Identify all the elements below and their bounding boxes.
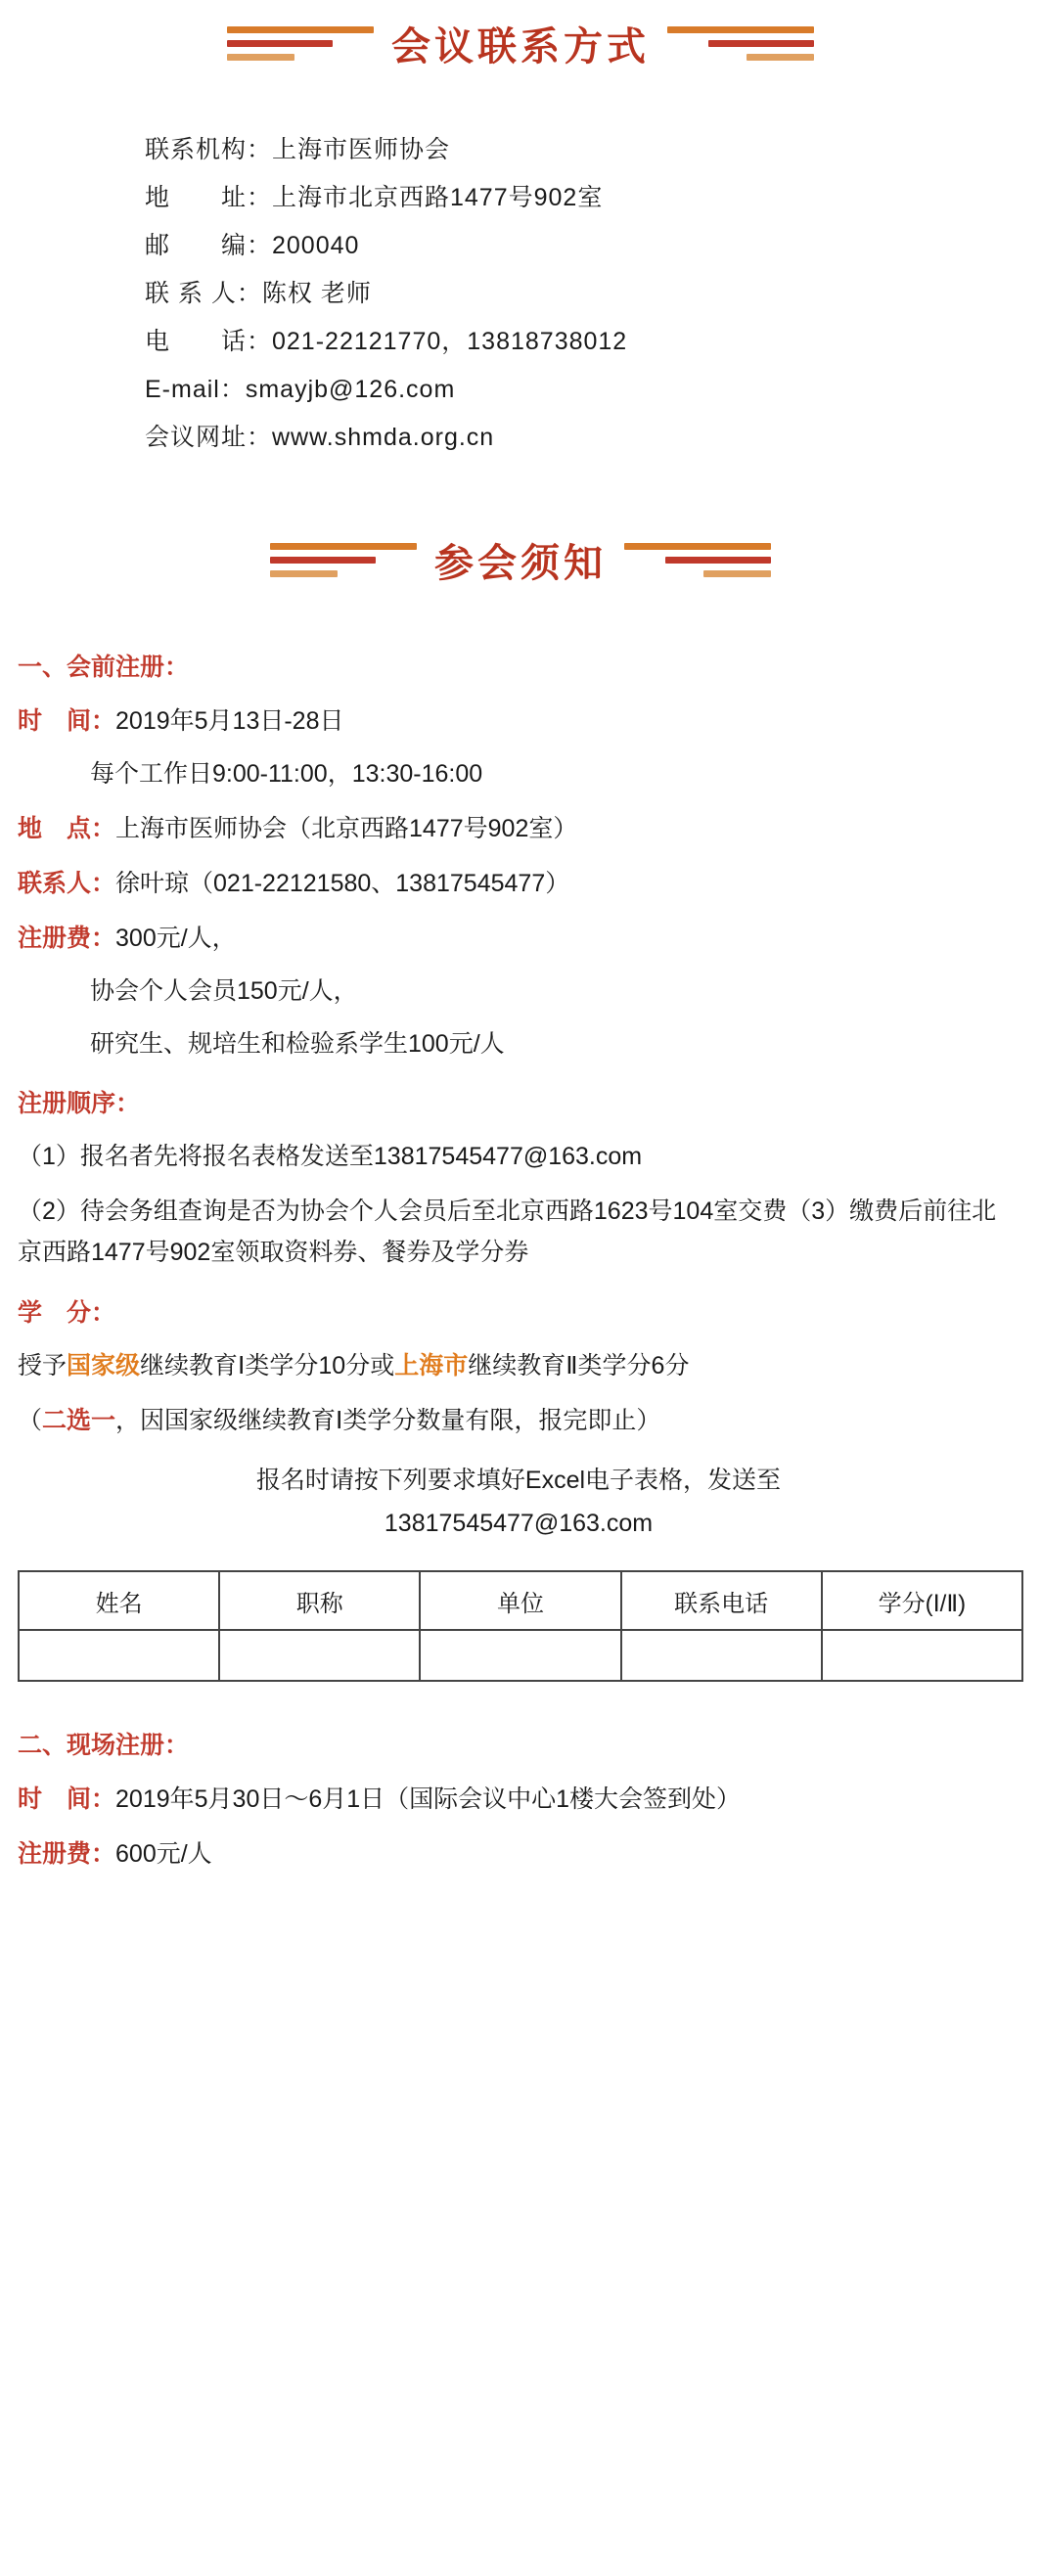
notice-section-header bbox=[0, 532, 1041, 588]
credit-text-2: 继续教育Ⅰ类学分10分或 bbox=[140, 1352, 395, 1379]
pre-registration-time-row bbox=[18, 701, 1019, 741]
pre-registration-time-value: 2019年5月13日-28日 bbox=[115, 707, 344, 735]
credit-heading: 学 分： bbox=[18, 1299, 116, 1327]
notice-body bbox=[0, 649, 1041, 1545]
table-cell-unit bbox=[420, 1630, 620, 1681]
contact-section-title: 会议联系方式 bbox=[391, 24, 650, 69]
pre-registration-fee-member: 协会个人会员150元/人， bbox=[90, 977, 358, 1005]
table-header-unit: 单位 bbox=[420, 1571, 620, 1630]
credit-highlight-shanghai: 上海市 bbox=[394, 1352, 469, 1379]
contact-organization: 联系机构：上海市医师协会 bbox=[145, 136, 451, 163]
pre-registration-time-sub: 每个工作日9:00-11:00，13:30-16:00 bbox=[90, 760, 483, 788]
credit-highlight-national: 国家级 bbox=[67, 1352, 141, 1379]
onsite-time-row bbox=[18, 1780, 1019, 1819]
table-header-row bbox=[19, 1571, 1022, 1630]
contact-postcode: 邮 编：200040 bbox=[145, 232, 360, 259]
credit-note bbox=[18, 1400, 1019, 1441]
credit-note-open: （ bbox=[18, 1407, 43, 1434]
table-cell-phone bbox=[621, 1630, 822, 1681]
decorative-bars-right bbox=[667, 26, 814, 61]
onsite-fee-value: 600元/人 bbox=[115, 1840, 212, 1868]
pre-registration-fee-row bbox=[18, 919, 1019, 958]
contact-person: 联 系 人：陈权 老师 bbox=[145, 280, 372, 307]
table-cell-title bbox=[219, 1630, 420, 1681]
contact-section-header bbox=[0, 16, 1041, 71]
onsite-registration-heading: 二、现场注册： bbox=[18, 1732, 190, 1759]
pre-registration-fee-value: 300元/人， bbox=[115, 925, 237, 952]
decorative-bars-left bbox=[227, 26, 374, 61]
excel-note: 报名时请按下列要求填好Excel电子表格，发送至 bbox=[255, 1467, 782, 1494]
registration-order-item-1: （1）报名者先将报名表格发送至13817545477@163.com bbox=[18, 1143, 643, 1170]
decorative-bars-right-2 bbox=[624, 543, 771, 577]
pre-registration-contact-label: 联系人： bbox=[18, 870, 116, 897]
pre-registration-heading: 一、会前注册： bbox=[18, 654, 190, 681]
credit-description bbox=[18, 1345, 1019, 1386]
onsite-fee-row bbox=[18, 1834, 1019, 1874]
contact-address: 地 址：上海市北京西路1477号902室 bbox=[145, 184, 604, 211]
pre-registration-fee-student: 研究生、规培生和检验系学生100元/人 bbox=[90, 1030, 505, 1058]
table-header-phone: 联系电话 bbox=[621, 1571, 822, 1630]
table-cell-credit bbox=[822, 1630, 1022, 1681]
table-row bbox=[19, 1630, 1022, 1681]
onsite-time-value: 2019年5月30日～6月1日（国际会议中心1楼大会签到处） bbox=[115, 1785, 742, 1813]
pre-registration-contact-row bbox=[18, 864, 1019, 903]
top-spacer bbox=[0, 0, 1041, 16]
pre-registration-place-row bbox=[18, 809, 1019, 848]
onsite-time-label: 时 间： bbox=[18, 1785, 116, 1813]
contact-website: 会议网址：www.shmda.org.cn bbox=[145, 424, 495, 451]
credit-text-1: 授予 bbox=[18, 1352, 68, 1379]
onsite-registration-body bbox=[0, 1727, 1041, 1874]
decorative-bars-left-2 bbox=[270, 543, 417, 577]
contact-details bbox=[0, 126, 1041, 462]
pre-registration-time-label: 时 间： bbox=[18, 707, 116, 735]
pre-registration-place-value: 上海市医师协会（北京西路1477号902室） bbox=[115, 815, 578, 842]
contact-email: E-mail：smayjb@126.com bbox=[145, 376, 456, 403]
registration-order-heading: 注册顺序： bbox=[18, 1090, 141, 1117]
pre-registration-place-label: 地 点： bbox=[18, 815, 116, 842]
table-header-credit: 学分(Ⅰ/Ⅱ) bbox=[822, 1571, 1022, 1630]
notice-section-title: 参会须知 bbox=[434, 541, 607, 586]
section-gap bbox=[0, 462, 1041, 532]
credit-note-rest: ，因国家级继续教育Ⅰ类学分数量有限，报完即止） bbox=[115, 1407, 661, 1434]
pre-registration-fee-label: 注册费： bbox=[18, 925, 116, 952]
credit-note-highlight: 二选一 bbox=[42, 1407, 116, 1434]
table-cell-name bbox=[19, 1630, 219, 1681]
contact-phone: 电 话：021-22121770，13818738012 bbox=[145, 328, 628, 355]
table-header-title: 职称 bbox=[219, 1571, 420, 1630]
credit-text-3: 继续教育Ⅱ类学分6分 bbox=[468, 1352, 690, 1379]
pre-registration-contact-value: 徐叶琼（021-22121580、13817545477） bbox=[115, 870, 570, 897]
table-header-name: 姓名 bbox=[19, 1571, 219, 1630]
notice-gap bbox=[0, 588, 1041, 627]
onsite-fee-label: 注册费： bbox=[18, 1840, 116, 1868]
registration-form-table bbox=[18, 1570, 1023, 1682]
excel-email: 13817545477@163.com bbox=[384, 1510, 654, 1537]
registration-order-item-2: （2）待会务组查询是否为协会个人会员后至北京西路1623号104室交费（3）缴费后前往北京西路1477号902室领取资料券、餐券及学分券 bbox=[18, 1198, 997, 1266]
